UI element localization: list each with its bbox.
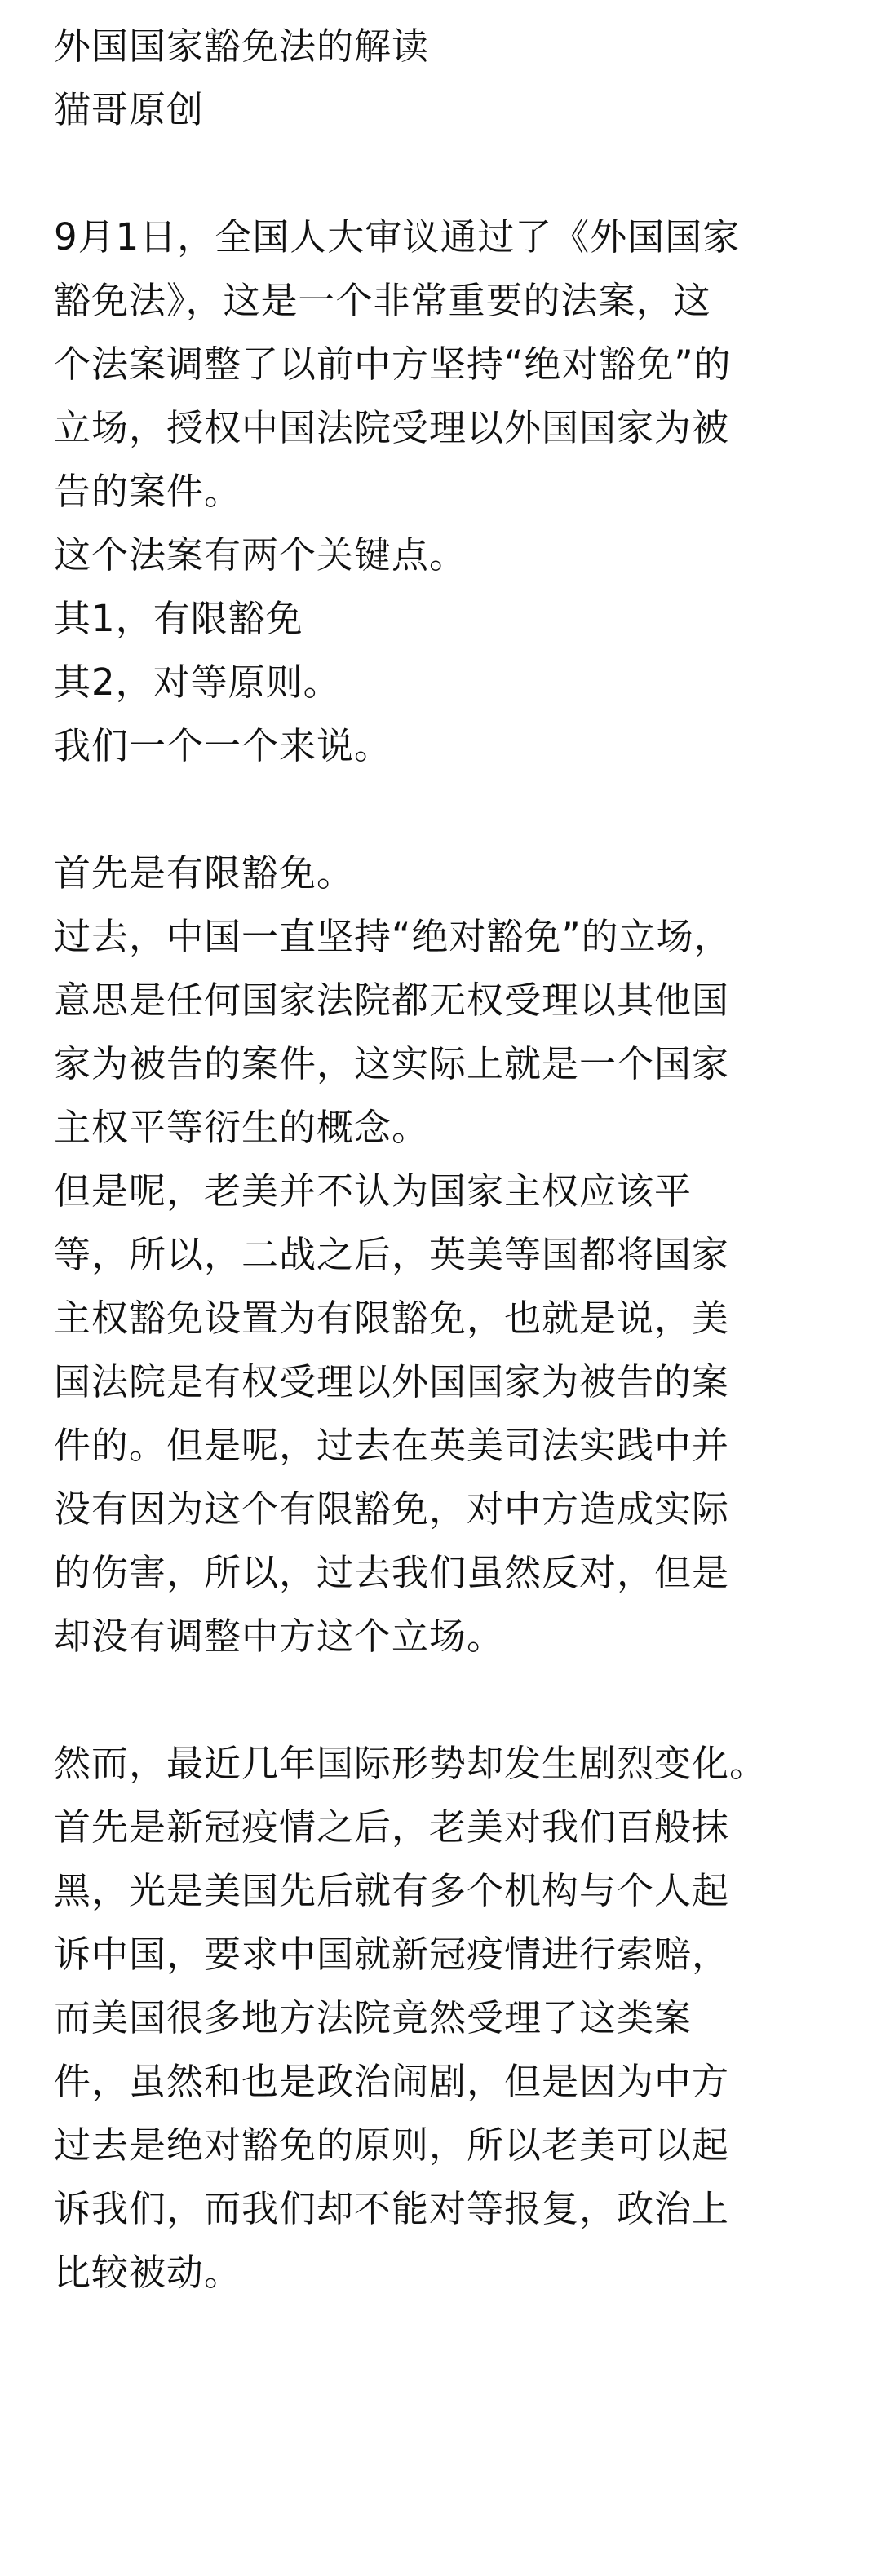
text-line: 的伤害，所以，过去我们虽然反对，但是 bbox=[54, 1551, 730, 1594]
paragraph-us-position bbox=[54, 1160, 839, 1668]
text-line: 件，虽然和也是政治闹剧，但是因为中方 bbox=[54, 2060, 730, 2103]
paragraph-situation-change: 然而，最近几年国际形势却发生剧烈变化。 bbox=[54, 1742, 768, 1785]
paragraph-key-points: 这个法案有两个关键点。 bbox=[54, 533, 467, 577]
text-line: 豁免法》，这是一个非常重要的法案，这 bbox=[54, 279, 711, 322]
paragraph-intro bbox=[54, 205, 839, 524]
text-line: 却没有调整中方这个立场。 bbox=[54, 1615, 505, 1658]
text-line: 首先是新冠疫情之后，老美对我们百般抹 bbox=[54, 1805, 730, 1849]
text-line: 个法案调整了以前中方坚持“绝对豁免”的 bbox=[54, 342, 732, 386]
paragraph-spacer bbox=[54, 778, 839, 842]
text-line: 等，所以，二战之后，英美等国都将国家 bbox=[54, 1233, 730, 1276]
text-line: 诉我们，而我们却不能对等报复，政治上 bbox=[54, 2187, 730, 2230]
article-author: 猫哥原创 bbox=[54, 88, 205, 131]
paragraph-spacer bbox=[54, 1668, 839, 1732]
text-line: 比较被动。 bbox=[54, 2251, 242, 2294]
paragraph-absolute-immunity bbox=[54, 905, 839, 1160]
paragraph-spacer bbox=[54, 142, 839, 205]
text-line: 主权豁免设置为有限豁免，也就是说，美 bbox=[54, 1297, 730, 1340]
section-heading-limited-immunity: 首先是有限豁免。 bbox=[54, 851, 355, 895]
paragraph-covid-lawsuits bbox=[54, 1796, 839, 2304]
article-title: 外国国家豁免法的解读 bbox=[54, 24, 430, 68]
text-line: 立场，授权中国法院受理以外国国家为被 bbox=[54, 406, 730, 449]
paragraph-transition: 我们一个一个来说。 bbox=[54, 724, 392, 767]
text-line: 过去是绝对豁免的原则，所以老美可以起 bbox=[54, 2123, 730, 2167]
text-line: 没有因为这个有限豁免，对中方造成实际 bbox=[54, 1487, 730, 1531]
text-line: 诉中国，要求中国就新冠疫情进行索赔， bbox=[54, 1933, 730, 1976]
text-line: 9月1日，全国人大审议通过了《外国国家 bbox=[54, 215, 741, 258]
text-line: 过去，中国一直坚持“绝对豁免”的立场， bbox=[54, 915, 732, 958]
text-line: 告的案件。 bbox=[54, 470, 242, 513]
key-point-2: 其2，对等原则。 bbox=[54, 661, 341, 704]
text-line: 主权平等衍生的概念。 bbox=[54, 1106, 430, 1149]
text-line: 意思是任何国家法院都无权受理以其他国 bbox=[54, 979, 730, 1022]
text-line: 而美国很多地方法院竟然受理了这类案 bbox=[54, 1996, 693, 2039]
text-line: 国法院是有权受理以外国国家为被告的案 bbox=[54, 1360, 730, 1403]
text-line: 黑，光是美国先后就有多个机构与个人起 bbox=[54, 1869, 730, 1912]
text-line: 件的。但是呢，过去在英美司法实践中并 bbox=[54, 1424, 730, 1467]
text-line: 家为被告的案件，这实际上就是一个国家 bbox=[54, 1042, 730, 1085]
text-line: 但是呢，老美并不认为国家主权应该平 bbox=[54, 1169, 693, 1213]
key-point-1: 其1，有限豁免 bbox=[54, 597, 303, 640]
